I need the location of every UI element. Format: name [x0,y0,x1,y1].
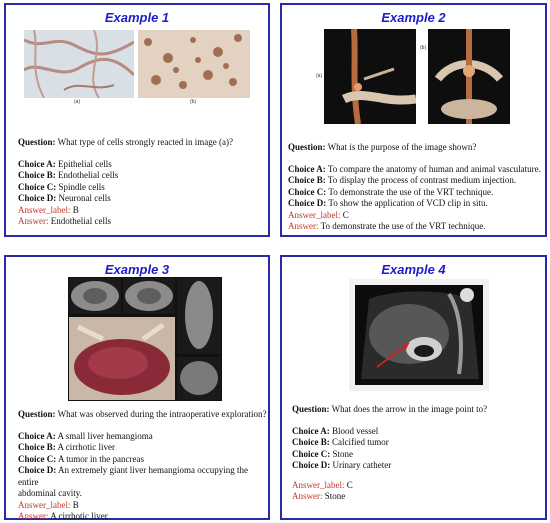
choice-a: Choice A: Blood vessel [292,425,379,436]
example-1-histology-image-b [138,30,250,98]
example-1-title: Example 1 [104,10,170,25]
example-4-card [280,255,547,520]
example-2-vrt-image-b [428,29,510,124]
example-3-text [18,409,268,523]
question-line: Question: What does the arrow in the image point to? [292,404,488,414]
example-3-ct-and-surgery-image [68,277,222,401]
choice-c: Choice C: Spindle cells [18,181,105,192]
example-3-card [4,255,270,520]
choice-c: Choice C: A tumor in the pancreas [18,453,144,464]
example-1-card [4,3,270,237]
choice-a: Choice A: To compare the anatomy of human and animal vasculature. [288,163,541,174]
example-2-caption-b: (b) [420,45,427,51]
choice-a: Choice A: Epithelial cells [18,158,112,169]
example-1-caption-a: (a) [74,99,81,105]
choice-d: Choice D: Neuronal cells [18,193,111,203]
answer-line: Answer: To demonstrate the use of the VRT technique. [288,221,486,231]
example-3-title: Example 3 [104,262,170,277]
example-4-text [292,404,542,503]
choice-a: Choice A: A small liver hemangioma [18,430,153,441]
example-2-card [280,3,547,237]
question-line: Question: What was observed during the intraoperative exploration? [18,409,267,419]
choice-b: Choice B: A cirrhotic liver [18,442,115,452]
answer-label-line: Answer_label: C [288,209,349,220]
example-2-text [288,142,546,233]
example-4-ultrasound-image [349,279,489,391]
answer-line: Answer: Stone [292,491,346,501]
question-line: Question: What type of cells strongly reacted in image (a)? [18,137,234,147]
choice-c: Choice C: Stone [292,448,354,459]
choice-d-continued: abdominal cavity. [18,488,82,498]
choice-b: Choice B: Endothelial cells [18,170,119,180]
choice-b: Choice B: To display the process of contrast medium injection. [288,175,517,185]
choice-c: Choice C: To demonstrate the use of the VRT technique. [288,186,494,197]
example-1-text [18,137,268,228]
answer-label-line: Answer_label: B [18,499,79,510]
example-2-vrt-image-a [324,29,416,124]
example-1-caption-b: (b) [190,99,197,105]
choice-d: Choice D: Urinary catheter [292,460,392,470]
answer-label-line: Answer_label: B [18,204,79,215]
answer-line: Answer: Endothelial cells [18,216,111,226]
question-line: Question: What is the purpose of the image shown? [288,142,477,152]
answer-line: Answer: A cirrhotic liver [18,511,108,521]
choice-d: Choice D: To show the application of VCD clip in situ. [288,198,488,208]
example-4-title: Example 4 [381,262,446,277]
answer-label-line: Answer_label: C [292,479,353,490]
example-1-histology-image-a [24,30,134,98]
example-2-caption-a: (a) [316,73,323,79]
choice-d: Choice D: An extremely giant liver hemangioma occupying the entire [18,465,248,487]
choice-b: Choice B: Calcified tumor [292,437,389,447]
example-2-title: Example 2 [381,10,446,25]
